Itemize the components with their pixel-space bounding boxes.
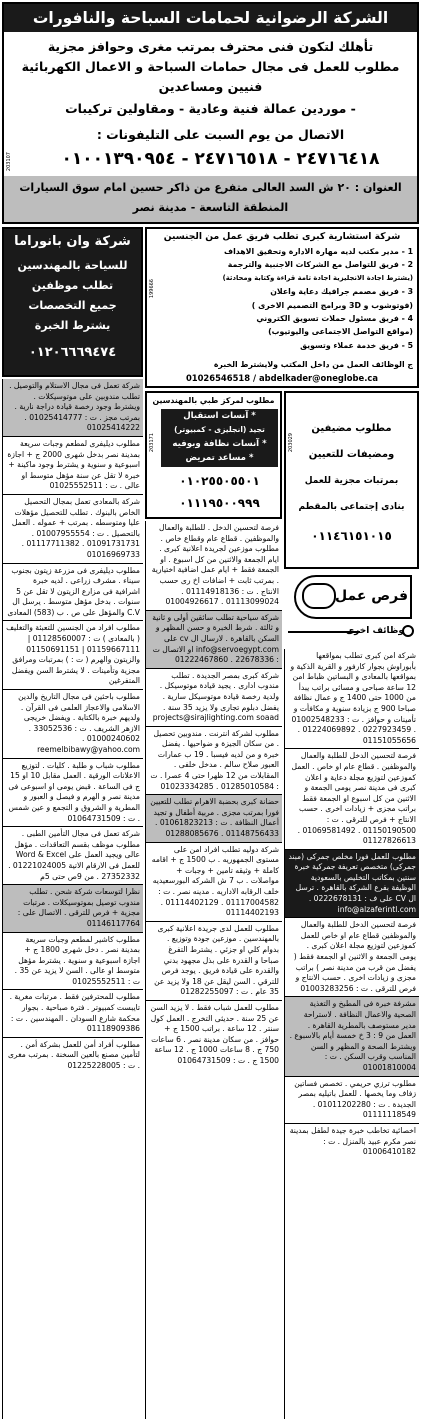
panorama-line-1: للسياحة بالمهندسين xyxy=(17,259,128,272)
classified-ad: مطلوب باحثين فى مجال التاريخ والدين الاسلامى والاعجاز العلمى فى القرآن . ولديهم خبرة بالكتابة . ويفضل خريجى الازهر الشريف . ت : 33052536 . 01000240602 . reemelbibawy@yahoo.com xyxy=(3,690,143,759)
address-band xyxy=(4,176,417,222)
consulting-item: (مواقع التواصل الاجتماعى واليوتيوب) xyxy=(268,327,413,337)
classified-ad: مطلوب ترزي حريمي . تخصص فساتين زفاف وما يخصها . للعمل باتيليه بمصر الجديدة . ت : 01011202280 . 01111118549 xyxy=(285,1077,419,1124)
classified-ad: حضانة كبرى بحضبة الاهرام تطلب للتعيين فورا بمرتب مجزى . مربية أطفال و تجيد أعمال النظافة . ت : 01061823213 . 01148756433 . 01288085676 xyxy=(146,795,282,842)
medical-list xyxy=(161,409,278,467)
hostesses-line-4: بنادى إجتماعى بالمقطم xyxy=(298,502,405,512)
consulting-item: (فوتوشوب و 3D وبرامج التصميم الاخرى ) xyxy=(251,300,413,310)
classified-ad: مطلوب ديليفرى فى مزرعة زيتون بجنوب سيناء . مشرف زراعى . لديه خبرة اشرافية فى مزارع الزيتون لا تقل عن 5 سنوات . بدخل مؤهل متوسط . يرسل ال C.V والمؤهل على ص . ب (583) المعادى xyxy=(3,564,143,622)
top-ad-address-2: المنطقة التاسعة - مدينة نصر xyxy=(132,201,289,214)
top-ad-line-4: - موردين عمالة فنية وعادية - ومقاولين تركيبات xyxy=(65,101,356,116)
classified-ad: مطلوب شباب و طلبة . كليات . لتوزيع الاعلانات الورقية . العمل مقابل 10 او 15 ج فى الساعة . قبض يومى او اسبوعى فى مدينة نصر و الهرم و فيصل و العبور و المطرية و الشروق و التجمع و عين شمس . ت : 01064731509 xyxy=(3,759,143,828)
classified-ad: شركة امن كبرى تطلب بمواقعها بأبوراوش بجوار كارفور و القرية الذكية و بمواقعها بالمعادى و البساتين ظباط امن 12 ساعة صباحى و مسائى براتب يبدأ من 1000 حتى 1400 ج و عمال نظافة صباحا 900 ج بزيادة سنوية و مكافأت و تأمينات و حوافز . ت : 01002548233 . 0227923459 . 01224069892 . 01151055656 xyxy=(285,649,419,749)
classified-ad: مشرفة خبرة فى المطبخ و التغذية الصحية والاعمال النظافة . لاستراحة مدير مستوصف بالمطرية القاهرة . العمل من 9 : 3 خ خمسة أيام بالاسبوع . ويشترط الصحة و المظهر و السن المناسب وقرب السكن . ت : 01001810004 xyxy=(285,997,419,1076)
top-ad-address-1: العنوان : ٢٠ ش السد العالى متفرع من ذاكر حسين امام سوق السيارات xyxy=(19,181,402,194)
classified-ad: فرصة لتحسين الدخل للطلبة والعمال والموظفين . قطاع عام او خاص . العمل كموزعين لتوزيع مجلة دعاية و اعلان كبرى فى مدينة نصر يومى الجمعة و الاثنين من كل اسبوع او الجمعة فقط براتب مجزى + زيادات اخرى . حسب الانتاج + فرص للترقى . ت : 01150190500 . 01069581492 . 01127826613 xyxy=(285,749,419,849)
hostesses-line-2: ومضيفات للتعيين xyxy=(308,449,395,460)
middle-column xyxy=(145,521,282,1419)
consulting-footer-1: ج الوظائف العمل من داخل المكتب ولايشترط الخبرة xyxy=(213,360,413,369)
medical-ad xyxy=(145,391,282,519)
top-ad-line-3: فنيين ومساعدين xyxy=(158,79,263,94)
panorama-ad xyxy=(2,227,143,377)
consulting-title: شركة استشارية كبرى تطلب فريق عمل من الجنسين xyxy=(163,231,401,242)
medical-line: * آنسات نظافة وبوفيه xyxy=(172,439,267,449)
top-ad-line-2: مطلوب للعمل فى مجال حمامات السباحة و الاعمال الكهربائية xyxy=(21,59,400,74)
ad-code: 203107 xyxy=(6,152,12,172)
medical-line: * آنسات استقبال xyxy=(183,411,256,421)
classified-ad: فرصة لتحسين الدخل للطلبة والعمال والموظفين قطاع عام او خاص للعمل كموزعين لتوزيع مجلة اعلان كبرى . يومى الجمعة و الاثنين او الجمعة فقط ( يفضل من قرب من مدينة نصر ) براتب مجزى و زيادات اخرى . حسب الانتاج و فرص للترقى . ت : 01003283256 xyxy=(285,918,419,997)
ad-code: 199666 xyxy=(149,279,155,299)
ad-code: 203029 xyxy=(288,433,294,453)
classified-ad: شركة دوليه تطلب افراد امن على مستوى الجمهوريه . ب 1500 ج + اقامه كاملة + وثيقه تامين + وجبات + مواصلات . ب 7 ش الشركه البورسعيديه خلف الرقابه الاداريه . مدينه نصر . ت : 01117004582 . 01114402129 . 01114402193 xyxy=(146,843,282,922)
classified-ad: شركة سياحية تطلب سائقين أولى و ثانية و ثالثة . شرط الخبرة و حسن المظهر و السكن بالقاهرة . لارسال ال cv على info@servoegypt.com او الاتصال ت : 22678336 . 01222467860 xyxy=(146,611,282,669)
classified-ad: مطلوب للعمل لدى جريدة اعلانية كبرى بالمهندسين . موزعين جودة وتوزيع . بدوام كلي او جزئي . يشترط التفرغ صباحا و القدرة على بذل مجهود بدني والقدرة على قيادة فريق . يوجد فرص للترقي . السن ليقل عن 18 ولا يزيد عن 35 عام . ت : 01282255097 xyxy=(146,922,282,1001)
jobs-badge-subtitle: وظائف اخرى xyxy=(345,626,404,636)
classified-ad: اخصائية تخاطب خبرة جيدة لطفل بمدينة نصر مكرم عبيد بالمنزل . ت : 01006410182 xyxy=(289,1125,416,1157)
classified-ad: مطلوب كاشير لمطعم وجبات سريعة بمدينة نصر . دخل شهرى 1800 ج + اجازة اسبوعية و سنوية . يشترط مؤهل متوسط او عالى . السن لا يزيد عن 35 . ت : 01025552511 xyxy=(3,933,143,991)
classified-ad: نظرا لتوسعات شركة شحن . تطلب مندوب توصيل بموتوسيكلات . مرتبات مجزية + فرص للترقى . الاتصال على : 01146117764 xyxy=(3,885,143,932)
consulting-items xyxy=(163,245,413,352)
panorama-line-4: يشترط الخبرة xyxy=(34,319,111,332)
classified-ad: شركة تعمل فى مجال التأمين الطبى . مطلوب موظف بقسم التعاقدات . مؤهل عالى ويجيد العمل على Word & Excel للعمل فى الارقام الاتية 01221024005 . 27352332 . من 9ص حتى 5م xyxy=(3,827,143,885)
classified-ad: مطلوب للمحترفين فقط . مرتبات مغرية . تايبست كمبيوتر . فترة صباحية . بجوار محكمة شارع السودان . المهندسين . ت : 01118909386 xyxy=(3,990,143,1037)
panorama-line-3: جميع التخصصات xyxy=(28,299,117,312)
panorama-line-2: تطلب موظفين xyxy=(31,279,114,292)
jobs-badge-title: فرص عمل xyxy=(334,588,408,604)
jobs-badge xyxy=(284,573,419,647)
medical-line: * مساعد تمريض xyxy=(185,453,254,463)
medical-title: مطلوب لمركز طبي بالمهندسين xyxy=(152,396,275,405)
classified-ad: فرصة لتحسين الدخل . للطلبة والعمال والموظفين . قطاع عام وقطاع خاص . مطلوب موزعين لجريدة اعلانية كبرى . ايام الجمعة والاثنين من كل اسبوع . او الجمعة فقط + ايام عمل اضافية اختيارية . بمرتب ثابت + اضافات اخ رى حسب الانتاج . ت : 01114918136 . 01113099024 . 01004926617 xyxy=(146,521,282,611)
left-column xyxy=(2,379,143,1419)
circle-icon xyxy=(402,625,414,637)
consulting-item: 4 - فريق مسئول حملات تسويق الكتروني xyxy=(256,314,413,324)
panorama-title: شركة وان بانوراما xyxy=(14,234,131,249)
hostesses-line-3: بمرتبات مجزية للعمل xyxy=(304,476,399,486)
classified-ad: مطلوب لشركة انترنت . مندوبين تحصيل . من سكان الجيزة و ضواحيها . يفضل خبرة و من لديه فيسبا . 19 ب عمارات العبور صلاح سالم . مدخل خلفى . المقابلات من 12 ظهرا حتى 4 عصرا . ت : 01285010584 . 01023334285 xyxy=(146,727,282,796)
classified-ad: مطلوب ديليفرى لمطعم وجبات سريعة بمدينة نصر بدخل شهرى 2000 ج + اجازة اسبوعية و سنوية و يشترط وجود ماكينة + خبرة لا تقل عن سنة مؤهل متوسط او عالى . ت : 01025552511 xyxy=(3,437,143,495)
classified-ad: مطلوب أفراد أمن للعمل بشركة أمن . لتأمين مصنع بالعين السخنة . بمرتب مغرى . ت : 01225228005 xyxy=(7,1039,140,1071)
classified-ad: مطلوب للعمل فورا مخلص جمركى (مبند جمركى) متخصص تعريفة جمركية خبرة سنتين بمكاتب التخليص بالسعودية الوظيفة بفرع الشركة بالقاهرة . ترسل ال CV على ف : 0222678131 . info@alzaferintl.com xyxy=(285,850,419,919)
ad-code: 203171 xyxy=(149,433,155,453)
top-ad-phones: ٢٤٧١٦٤١٨ - ٢٤٧١٦٥١٨ - ٠١٠٠١٣٩٠٩٥٤ xyxy=(61,149,380,169)
medical-phone-2: ٠١١١٩٥٠٠٩٩٩ xyxy=(179,496,260,510)
hostesses-ad xyxy=(284,391,419,569)
medical-line: تجيد (انجليزى - كمبيوتر) xyxy=(174,425,265,434)
top-ad xyxy=(2,2,419,224)
medical-phone-1: ٠١٠٢٥٥٠٥٥٠١ xyxy=(179,474,260,488)
classified-ad: مطلوب للعمل شباب فقط . لا يزيد السن عن 25 سنة . حديثى التخرج . العمل كول سنتر . 12 ساعة . براتب 1500 ج + حوافز . من سكان مدينة نصر . 6 ساعات 750 ج . 8 ساعات 1000 ج . 12 ساعة 1500 ج . ت : 01064731509 xyxy=(150,1002,279,1065)
consulting-item: 2 - فريق للتواصل مع الشركات الاجنبية والترجمة xyxy=(227,260,413,270)
hostesses-phone: ٠١١٤٦١٥١٠١٥ xyxy=(311,529,392,543)
classified-ad: مطلوب افراد من الجنسين للتعبئة والتغليف ( بالمعادى ) ت : 01128560007 | 01159667111 | 01150691151 والزيتون والهرم ( ت : ) بمرتبات ومرافق مجزية وتأمينات . لا يشترط السن ويفضل المتفرغين xyxy=(3,621,143,690)
consulting-item: 1 - مدير مكتب لديه مهارة الادارة وتحقيق الاهداف xyxy=(224,247,413,256)
consulting-item: 5 - فريق خدمة عملاء وتسويق xyxy=(300,340,413,350)
panorama-phone: ٠١٢٠٦٦٦٩٤٧٤ xyxy=(28,345,117,360)
hostesses-line-1: مطلوب مضيفين xyxy=(311,423,392,434)
chat-bubble-icon xyxy=(302,583,336,609)
consulting-item: (يشترط اجادة الانجليزية اجادة تامة قراءة وكتابة ومحادثة) xyxy=(222,273,413,282)
top-ad-line-1: تأهلك لتكون فنى محترف بمرتب مغرى وحوافز مجزية xyxy=(47,39,374,54)
consulting-footer-2: 01026546518 / abdelkader@oneglobe.ca xyxy=(185,373,379,383)
classified-ad: شركة كبرى بمصر الجديدة . تطلب مندوب ادارى . يجيد قيادة موتوسيكل . ولدية رخصة قيادة موتوسيكل سارية . يفضل دبلوم تجارى ولا يزيد 35 سنة . projects@sirajlighting.com soaad xyxy=(146,669,282,727)
consulting-ad xyxy=(145,227,419,388)
right-column xyxy=(284,649,419,1419)
classified-ad: شركة تعمل فى مجال الاستلام والتوصيل . تطلب مندوبين على موتوسيكلات . ويشترط وجود رخصة قيادة دراجة نارية . بمرتب مجز . ت : 01025414777 . 01025414222 xyxy=(3,379,143,437)
classified-ad: شركة بالمعادى تعمل بمجال التحصيل الخاص بالبنوك . تطلب للتحصيل مؤهلات عليا ومتوسطه . بمرتب + عموله . العمل بالتحصيل . ت : 01007955554 . 01091731731 . 01117711382 . 01016969733 xyxy=(3,495,143,564)
top-ad-title: الشركة الرضوانية لحمامات السباحة والنافورات xyxy=(4,4,417,32)
top-ad-contact-title: الاتصال من يوم السبت على التليفونات : xyxy=(96,127,345,142)
consulting-item: 3 - فريق مصمم جرافيك دعاية واعلان xyxy=(270,287,413,297)
